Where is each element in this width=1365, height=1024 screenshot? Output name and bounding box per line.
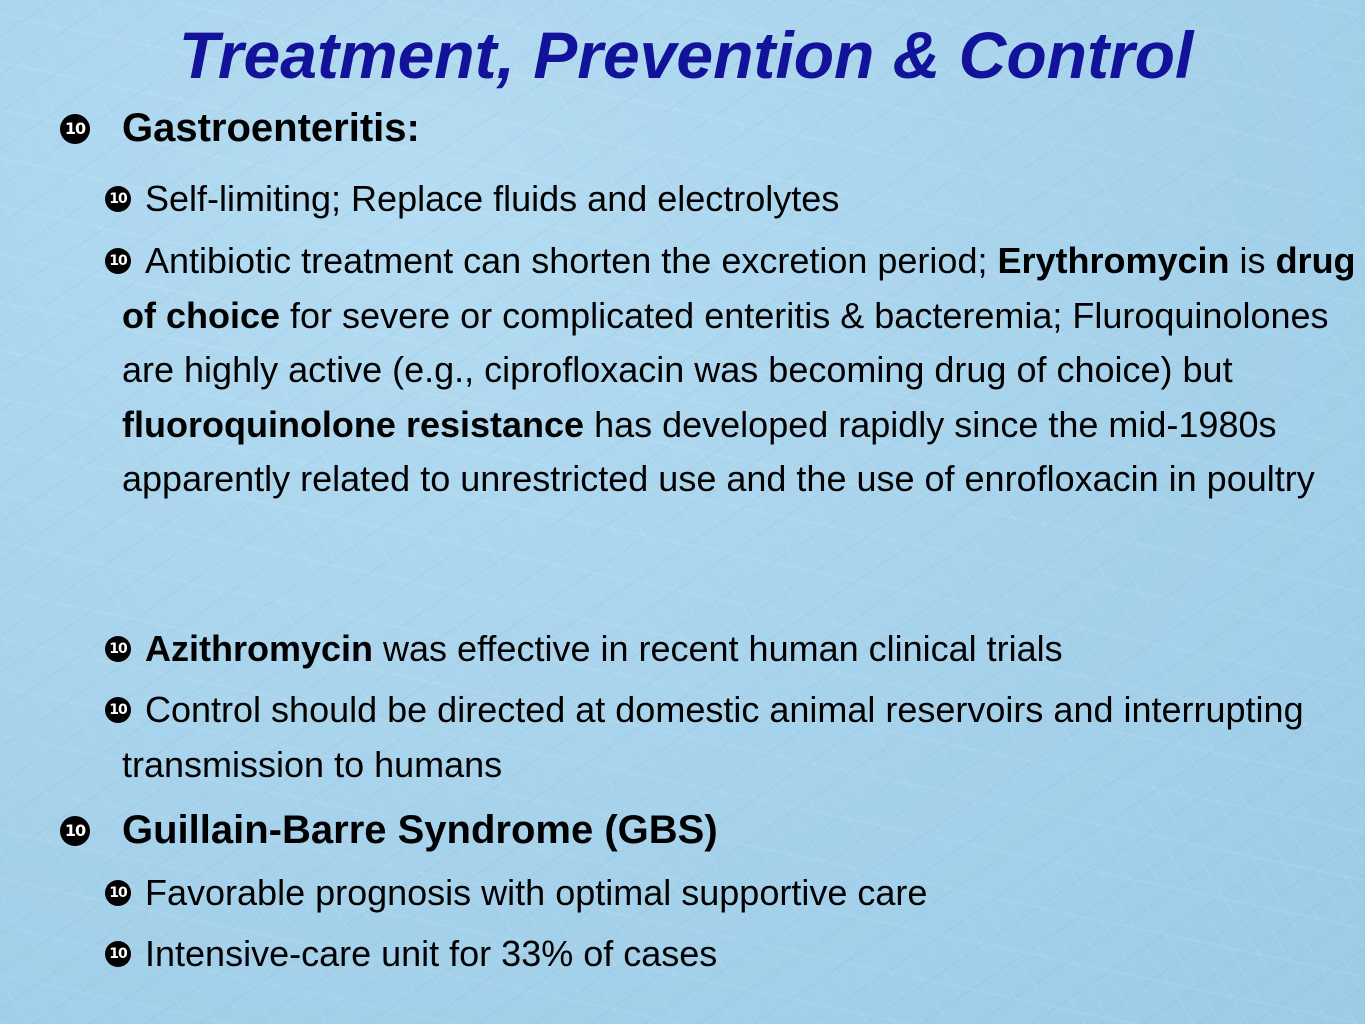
- list-item-text: for severe or complicated enteritis & bacteremia; Fluroquinolones are highly active (e.g., ciprofloxacin was becoming drug of choice) but: [122, 294, 1329, 390]
- list-item-text: Control should be directed at domestic animal reservoirs and interrupting transmission to humans: [122, 689, 1304, 785]
- section-heading-label: Gastroenteritis:: [122, 106, 420, 150]
- emphasis-drug-of-choice: drug of choice: [122, 240, 1356, 336]
- list-item-text: was effective in recent human clinical trials: [373, 628, 1063, 669]
- drug-name-erythromycin: Erythromycin: [997, 240, 1230, 281]
- bullet-icon: 10: [105, 248, 131, 274]
- bullet-icon: 10: [105, 941, 131, 967]
- list-item-text: Antibiotic treatment can shorten the excretion period;: [145, 240, 998, 281]
- list-item-text: has developed rapidly since the mid-1980s apparently related to unrestricted use and the use of enrofloxacin in poultry: [122, 403, 1315, 499]
- slide-title: Treatment, Prevention & Control: [178, 18, 1194, 92]
- list-item-text: is: [1229, 240, 1276, 281]
- bullet-icon: 10: [105, 636, 131, 662]
- bullet-icon: 10: [60, 114, 90, 144]
- bullet-icon: 10: [105, 697, 131, 723]
- bullet-icon: 10: [105, 880, 131, 906]
- emphasis-fluoroquinolone-resistance: fluoroquinolone resistance: [122, 403, 585, 445]
- list-item-text: Intensive-care unit for 33% of cases: [145, 933, 718, 974]
- list-item-text: Favorable prognosis with optimal supportive care: [145, 872, 928, 913]
- drug-name-azithromycin: Azithromycin: [145, 628, 374, 669]
- list-item-text: Self-limiting; Replace fluids and electrolytes: [145, 178, 840, 219]
- section-heading-label: Guillain-Barre Syndrome (GBS): [122, 808, 718, 852]
- bullet-icon: 10: [105, 186, 131, 212]
- bullet-icon: 10: [60, 816, 90, 846]
